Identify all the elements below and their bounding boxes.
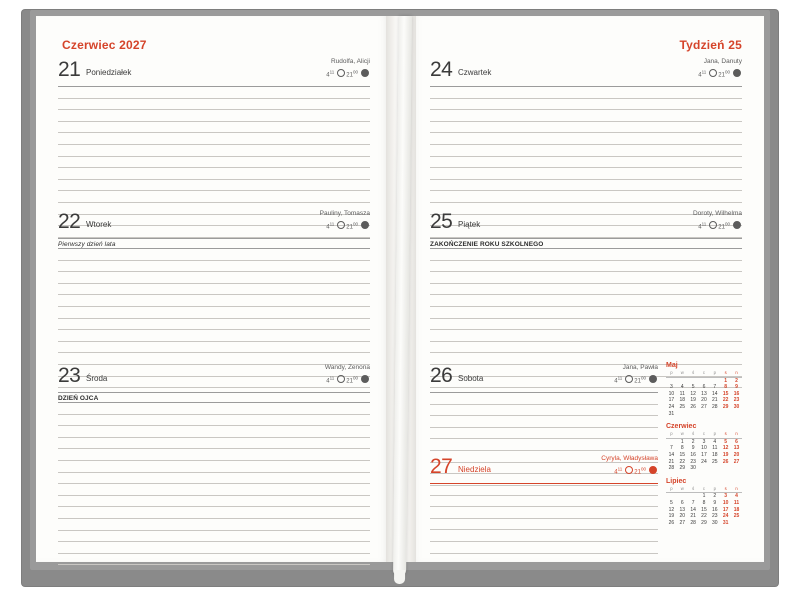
mini-calendar-day[interactable]: 9	[735, 384, 738, 391]
mini-calendar-day[interactable]	[699, 377, 710, 384]
day-number: 25	[430, 210, 453, 233]
mini-calendar-day[interactable]: 21	[712, 397, 718, 404]
writing-line[interactable]	[430, 272, 742, 284]
mini-calendar-day[interactable]	[677, 493, 688, 500]
day-entry-22	[58, 210, 370, 388]
mini-calendar-day[interactable]: 8	[680, 445, 684, 452]
mini-calendar-day[interactable]: 2	[691, 438, 695, 445]
mini-calendar-maj	[666, 362, 742, 417]
writing-line[interactable]	[430, 110, 742, 122]
writing-line[interactable]	[58, 507, 370, 519]
mini-calendar-day[interactable]: 25	[712, 458, 718, 465]
mini-calendar-dow: s	[720, 370, 731, 377]
mini-calendar-title: Maj	[666, 362, 678, 369]
mini-calendar-day[interactable]: 27	[679, 519, 686, 526]
mini-calendar-day[interactable]: 16	[712, 506, 718, 513]
mini-calendar-day[interactable]	[666, 438, 677, 445]
writing-line[interactable]	[58, 168, 370, 180]
mini-calendar-day[interactable]: 14	[690, 506, 696, 513]
mini-calendar-day[interactable]	[731, 520, 742, 527]
mini-calendar-day[interactable]: 24	[668, 403, 675, 410]
mini-calendar-dow: p	[666, 370, 677, 377]
writing-line[interactable]	[58, 249, 370, 261]
mini-calendar-title: Czerwiec	[666, 423, 697, 431]
mini-calendar-day[interactable]	[709, 411, 720, 418]
mini-calendar-dow: c	[699, 431, 710, 438]
writing-line[interactable]	[58, 554, 370, 566]
mini-calendar-day[interactable]: 6	[702, 384, 706, 391]
mini-calendar-day[interactable]: 23	[712, 513, 718, 520]
sunrise-sunset-times: $4^{11}21^{00}$	[698, 69, 742, 79]
writing-line[interactable]	[430, 295, 742, 307]
writing-line[interactable]	[430, 307, 742, 319]
day-note: Pierwszy dzień lata	[58, 241, 116, 248]
mini-calendar-day[interactable]: 18	[733, 506, 740, 513]
mini-calendar-day[interactable]	[666, 377, 677, 384]
writing-lines[interactable]	[430, 484, 658, 554]
mini-calendar-day[interactable]	[699, 465, 710, 472]
writing-line[interactable]	[430, 519, 658, 531]
mini-calendar-day[interactable]: 11	[733, 499, 740, 506]
mini-calendar-day[interactable]: 3	[724, 493, 728, 500]
mini-calendar-dow: w	[677, 486, 688, 493]
mini-calendar-day[interactable]: 23	[733, 397, 740, 404]
mini-calendar-day[interactable]: 28	[668, 465, 675, 472]
writing-line[interactable]	[430, 496, 658, 508]
writing-line[interactable]	[430, 342, 742, 354]
writing-line[interactable]	[58, 87, 370, 99]
mini-calendar-day[interactable]: 19	[722, 451, 729, 458]
mini-calendar-day[interactable]: 30	[690, 465, 696, 472]
mini-calendar-day[interactable]: 15	[679, 451, 686, 458]
mini-calendar-day[interactable]	[688, 493, 699, 500]
day-weekday-name: Wtorek	[86, 220, 112, 229]
mini-calendar-day[interactable]: 25	[733, 513, 740, 520]
mini-calendar-day[interactable]: 6	[680, 499, 684, 506]
writing-line[interactable]	[58, 519, 370, 531]
writing-line[interactable]	[430, 416, 658, 428]
writing-line[interactable]	[430, 133, 742, 145]
day-nameday-list: Wandy, Zenona	[324, 364, 370, 371]
day-header	[430, 455, 658, 483]
day-weekday-name: Sobota	[458, 374, 484, 383]
mini-calendar-dow: n	[731, 486, 742, 493]
mini-calendar-day[interactable]: 4	[713, 438, 717, 445]
mini-calendar-day[interactable]: 9	[691, 445, 695, 452]
mini-calendar-day[interactable]: 27	[733, 458, 740, 465]
day-header	[58, 364, 370, 392]
mini-calendar-day[interactable]: 25	[679, 403, 686, 410]
writing-line[interactable]	[58, 133, 370, 145]
writing-line[interactable]	[58, 157, 370, 169]
day-entry-23	[58, 364, 370, 565]
writing-line[interactable]	[430, 87, 742, 99]
sunset-icon	[649, 375, 657, 383]
writing-lines[interactable]	[58, 403, 370, 565]
mini-calendar-lipiec	[666, 478, 742, 527]
mini-calendar-dow: n	[731, 431, 742, 438]
writing-line[interactable]	[430, 507, 658, 519]
writing-line[interactable]	[430, 542, 658, 554]
page-left	[36, 16, 392, 562]
writing-line[interactable]	[58, 403, 370, 415]
mini-calendar-dow: w	[677, 370, 688, 377]
mini-calendar-day[interactable]: 5	[724, 438, 728, 445]
writing-line[interactable]	[430, 145, 742, 157]
writing-line[interactable]	[58, 110, 370, 122]
mini-calendar-day[interactable]: 12	[690, 390, 696, 397]
mini-calendar-day[interactable]: 10	[668, 390, 675, 397]
day-nameday-list: Jana, Pawła	[622, 364, 658, 371]
mini-calendar-day[interactable]: 29	[679, 465, 686, 472]
mini-calendar-dow: p	[709, 486, 720, 493]
day-nameday-list: Doroty, Wilhelma	[692, 210, 742, 217]
mini-calendar-day[interactable]: 6	[735, 438, 738, 445]
mini-calendar-dow: ś	[688, 370, 699, 377]
writing-line[interactable]	[58, 145, 370, 157]
mini-calendar-day[interactable]: 22	[722, 397, 729, 404]
writing-line[interactable]	[58, 295, 370, 307]
mini-calendar-dow: w	[677, 431, 688, 438]
mini-calendar-day[interactable]: 9	[713, 499, 717, 506]
mini-calendar-day[interactable]: 27	[701, 403, 707, 410]
mini-calendar-day[interactable]: 19	[668, 513, 675, 520]
writing-line[interactable]	[430, 122, 742, 134]
day-nameday-list: Rudolfa, Alicji	[330, 58, 370, 65]
mini-calendar-day[interactable]: 21	[668, 458, 675, 465]
writing-line[interactable]	[58, 122, 370, 134]
mini-calendar-day[interactable]	[688, 411, 699, 418]
sunrise-sunset-times: $4^{11}21^{00}$	[326, 221, 370, 231]
mini-calendar-day[interactable]: 18	[712, 451, 718, 458]
writing-line[interactable]	[58, 496, 370, 508]
day-weekday-name: Niedziela	[458, 465, 491, 474]
writing-line[interactable]	[430, 249, 742, 261]
sunset-icon	[649, 466, 657, 474]
mini-calendar-dow: n	[731, 370, 742, 377]
mini-calendars	[666, 362, 742, 532]
mini-calendar-day[interactable]	[666, 493, 677, 500]
writing-line[interactable]	[58, 353, 370, 365]
sunrise-sunset-times: $4^{11}21^{00}$	[614, 466, 658, 476]
sunrise-icon	[625, 375, 633, 383]
writing-line[interactable]	[58, 531, 370, 543]
mini-calendar-czerwiec	[666, 423, 742, 472]
mini-calendar-day[interactable]: 8	[702, 499, 706, 506]
day-header	[58, 210, 370, 238]
mini-calendar-day[interactable]: 26	[690, 403, 696, 410]
day-number: 22	[58, 210, 81, 233]
writing-line[interactable]	[430, 428, 658, 440]
writing-line[interactable]	[430, 284, 742, 296]
mini-calendar-day[interactable]: 18	[679, 397, 686, 404]
mini-calendar-dow: p	[709, 431, 720, 438]
mini-calendar-day[interactable]: 17	[722, 506, 729, 513]
mini-calendar-day[interactable]: 2	[735, 377, 738, 384]
writing-line[interactable]	[430, 319, 742, 331]
day-number: 26	[430, 364, 453, 387]
mini-calendar-dow: p	[709, 370, 720, 377]
mini-calendar-day[interactable]	[709, 377, 720, 384]
mini-calendar-day[interactable]: 31	[668, 410, 675, 417]
mini-calendar-day[interactable]: 20	[679, 513, 686, 520]
day-weekday-name: Piątek	[458, 220, 481, 229]
mini-calendar-day[interactable]	[677, 377, 688, 384]
writing-line[interactable]	[58, 319, 370, 331]
sunset-icon	[733, 221, 741, 229]
sunset-icon	[361, 221, 369, 229]
day-header	[430, 58, 742, 86]
mini-calendar-day[interactable]: 22	[679, 458, 686, 465]
mini-calendar-title: Lipiec	[666, 477, 687, 485]
writing-line[interactable]	[58, 272, 370, 284]
mini-calendar-day[interactable]: 12	[722, 445, 729, 452]
mini-calendar-day[interactable]: 30	[733, 403, 740, 410]
writing-line[interactable]	[430, 261, 742, 273]
mini-calendar-dow: ś	[688, 431, 699, 438]
day-weekday-name: Czwartek	[458, 68, 492, 77]
mini-calendar-day[interactable]: 14	[668, 451, 675, 458]
mini-calendar-day[interactable]: 15	[722, 390, 729, 397]
day-number: 27	[430, 455, 453, 478]
day-weekday-name: Poniedziałek	[86, 68, 132, 77]
mini-calendar-grid	[666, 486, 742, 527]
mini-calendar-day[interactable]	[677, 411, 688, 418]
sunrise-icon	[709, 221, 717, 229]
mini-calendar-day[interactable]	[731, 465, 742, 472]
writing-line[interactable]	[58, 542, 370, 554]
mini-calendar-day[interactable]: 13	[701, 390, 707, 397]
mini-calendar-day[interactable]: 26	[722, 458, 729, 465]
sunset-icon	[733, 69, 741, 77]
mini-calendar-dow: s	[720, 486, 731, 493]
mini-calendar-day[interactable]: 14	[712, 390, 718, 397]
sunrise-sunset-times: $4^{11}21^{00}$	[326, 375, 370, 385]
day-nameday-list: Pauliny, Tomasza	[319, 210, 370, 217]
mini-calendar-day[interactable]: 5	[670, 499, 673, 506]
mini-calendar-day[interactable]: 28	[712, 403, 718, 410]
mini-calendar-day[interactable]: 7	[713, 384, 717, 391]
mini-calendar-day[interactable]: 7	[691, 499, 695, 506]
mini-calendar-day[interactable]	[720, 411, 731, 418]
mini-calendar-day[interactable]	[699, 411, 710, 418]
mini-calendar-day[interactable]: 11	[679, 390, 685, 397]
mini-calendar-day[interactable]: 10	[701, 445, 707, 452]
writing-line[interactable]	[58, 261, 370, 273]
writing-line[interactable]	[430, 168, 742, 180]
mini-calendar-day[interactable]: 11	[712, 445, 718, 452]
sunrise-sunset-times: $4^{11}21^{00}$	[326, 69, 370, 79]
day-entry-27	[430, 455, 658, 554]
mini-calendar-day[interactable]: 4	[735, 493, 738, 500]
writing-line[interactable]	[58, 191, 370, 203]
writing-line[interactable]	[430, 99, 742, 111]
writing-line[interactable]	[430, 191, 742, 203]
writing-line[interactable]	[430, 530, 658, 542]
mini-calendar-day[interactable]: 30	[712, 519, 718, 526]
day-header	[58, 58, 370, 86]
sunrise-icon	[337, 69, 345, 77]
mini-calendar-day[interactable]: 8	[724, 384, 728, 391]
writing-line[interactable]	[58, 461, 370, 473]
sunrise-icon	[709, 69, 717, 77]
mini-calendar-day[interactable]: 17	[701, 451, 707, 458]
day-header	[430, 364, 658, 392]
sunrise-icon	[337, 221, 345, 229]
sunrise-icon	[625, 466, 633, 474]
day-header	[430, 210, 742, 238]
mini-calendar-day[interactable]: 1	[724, 377, 728, 384]
writing-line[interactable]	[430, 157, 742, 169]
mini-calendar-day[interactable]: 24	[722, 513, 729, 520]
writing-line[interactable]	[430, 393, 658, 405]
writing-line[interactable]	[58, 473, 370, 485]
mini-calendar-day[interactable]: 31	[722, 519, 729, 526]
mini-calendar-dow: s	[720, 431, 731, 438]
day-number: 24	[430, 58, 453, 81]
writing-line[interactable]	[58, 99, 370, 111]
mini-calendar-day[interactable]: 2	[713, 493, 717, 500]
sunset-icon	[361, 375, 369, 383]
writing-line[interactable]	[58, 342, 370, 354]
writing-line[interactable]	[58, 415, 370, 427]
writing-line[interactable]	[58, 180, 370, 192]
mini-calendar-day[interactable]: 29	[701, 519, 707, 526]
writing-line[interactable]	[430, 484, 658, 496]
mini-calendar-day[interactable]: 3	[670, 384, 673, 391]
mini-calendar-day[interactable]	[731, 411, 742, 418]
day-note: ZAKOŃCZENIE ROKU SZKOLNEGO	[430, 241, 544, 248]
mini-calendar-day[interactable]: 17	[668, 397, 675, 404]
mini-calendar-day[interactable]: 12	[668, 506, 675, 513]
sunrise-sunset-times: $4^{11}21^{00}$	[698, 221, 742, 231]
writing-line[interactable]	[430, 180, 742, 192]
sunrise-icon	[337, 375, 345, 383]
mini-calendar-day[interactable]: 16	[690, 451, 696, 458]
mini-calendar-day[interactable]: 10	[722, 499, 729, 506]
day-number: 23	[58, 364, 81, 387]
mini-calendar-day[interactable]: 21	[690, 513, 696, 520]
mini-calendar-day[interactable]: 13	[733, 445, 740, 452]
day-weekday-name: Środa	[86, 374, 108, 383]
writing-line[interactable]	[430, 330, 742, 342]
mini-calendar-day[interactable]	[688, 377, 699, 384]
mini-calendar-day[interactable]: 29	[722, 403, 729, 410]
mini-calendar-grid	[666, 431, 742, 472]
sunset-icon	[361, 69, 369, 77]
mini-calendar-day[interactable]: 15	[701, 506, 707, 513]
mini-calendar-day[interactable]: 22	[701, 513, 707, 520]
day-nameday-list: Cyryla, Władysława	[601, 455, 658, 462]
mini-calendar-dow: p	[666, 486, 677, 493]
week-title: Tydzień 25	[679, 38, 742, 52]
month-title: Czerwiec 2027	[62, 38, 147, 52]
writing-line[interactable]	[58, 449, 370, 461]
mini-calendar-dow: c	[699, 486, 710, 493]
mini-calendar-dow: ś	[688, 486, 699, 493]
writing-line[interactable]	[430, 439, 658, 451]
mini-calendar-day[interactable]	[709, 465, 720, 472]
writing-line[interactable]	[58, 484, 370, 496]
mini-calendar-day[interactable]: 16	[733, 390, 740, 397]
mini-calendar-day[interactable]: 28	[690, 519, 696, 526]
mini-calendar-day[interactable]: 19	[690, 397, 696, 404]
mini-calendar-day[interactable]: 1	[702, 493, 706, 500]
writing-line[interactable]	[430, 405, 658, 417]
mini-calendar-dow: p	[666, 431, 677, 438]
mini-calendar-day[interactable]: 23	[690, 458, 696, 465]
writing-line[interactable]	[58, 307, 370, 319]
mini-calendar-grid	[666, 370, 742, 417]
mini-calendar-day[interactable]: 20	[701, 397, 707, 404]
writing-line[interactable]	[58, 330, 370, 342]
mini-calendar-dow: c	[699, 370, 710, 377]
mini-calendar-day[interactable]: 3	[702, 438, 706, 445]
mini-calendar-day[interactable]: 1	[680, 438, 684, 445]
mini-calendar-day[interactable]	[720, 465, 731, 472]
mini-calendar-day[interactable]: 26	[668, 519, 675, 526]
writing-line[interactable]	[58, 426, 370, 438]
mini-calendar-day[interactable]: 7	[670, 445, 673, 452]
mini-calendar-day[interactable]: 4	[680, 384, 684, 391]
mini-calendar-day[interactable]: 5	[691, 384, 695, 391]
writing-line[interactable]	[58, 438, 370, 450]
sunrise-sunset-times: $4^{11}21^{00}$	[614, 375, 658, 385]
writing-line[interactable]	[58, 284, 370, 296]
mini-calendar-day[interactable]: 13	[679, 506, 686, 513]
day-nameday-list: Jana, Danuty	[703, 58, 742, 65]
mini-calendar-day[interactable]: 24	[701, 458, 707, 465]
page-right	[408, 16, 764, 562]
day-note: DZIEŃ OJCA	[58, 395, 99, 402]
day-number: 21	[58, 58, 81, 81]
mini-calendar-day[interactable]: 20	[733, 451, 740, 458]
